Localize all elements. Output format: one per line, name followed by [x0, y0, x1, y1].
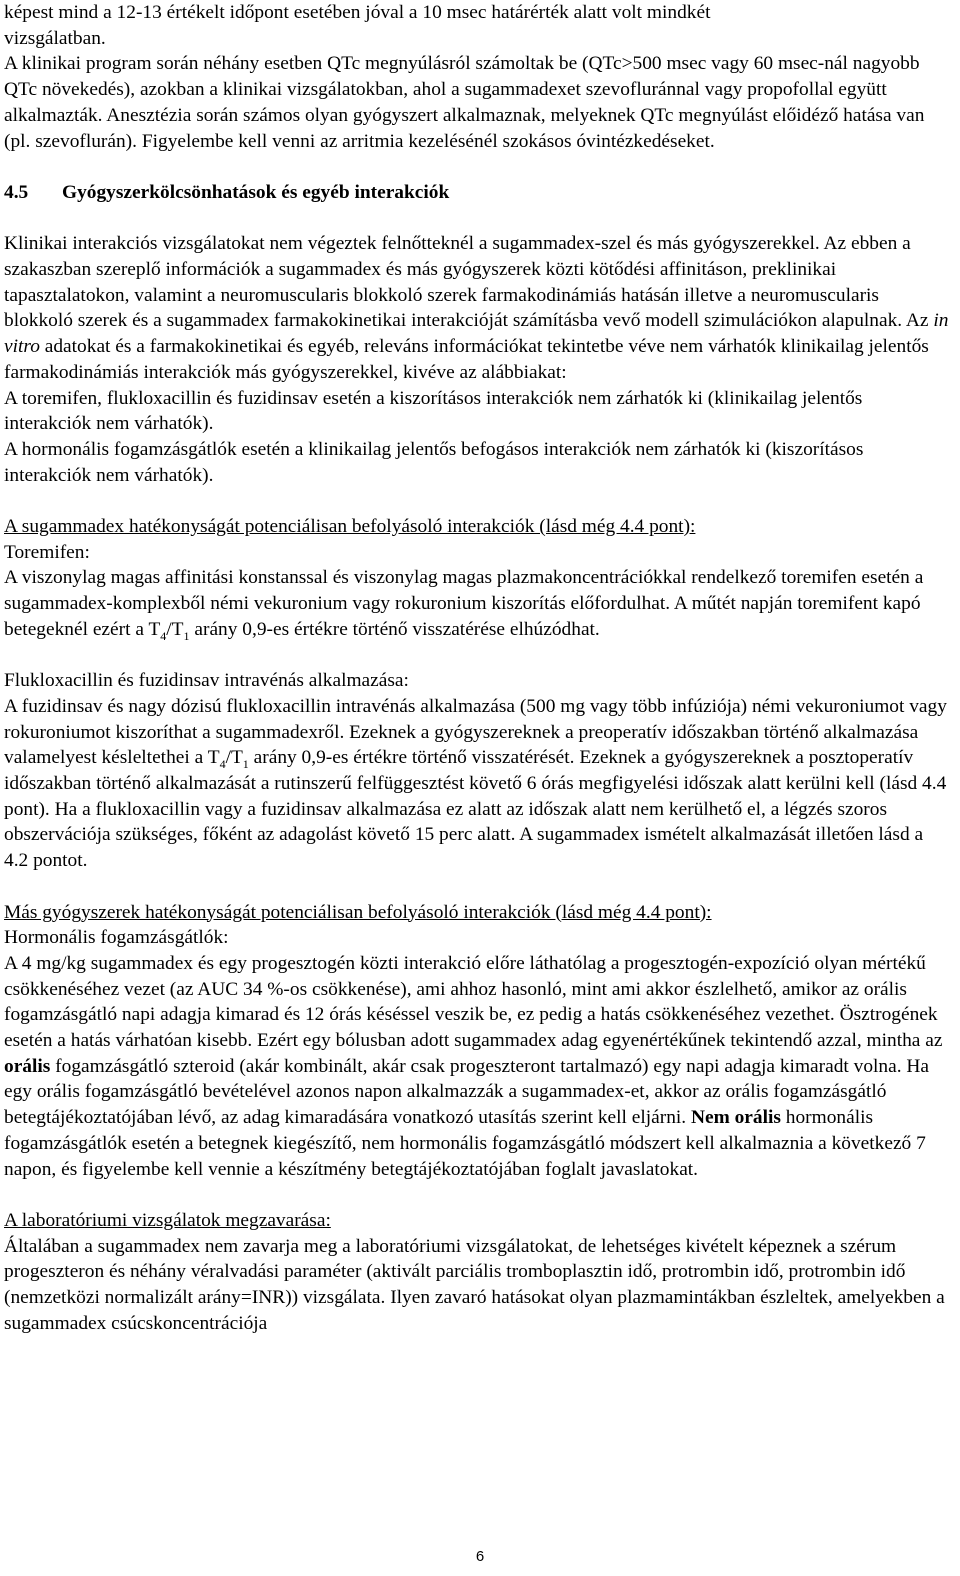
paragraph-lab-tests: Általában a sugammadex nem zavarja meg a laboratóriumi vizsgálatokat, de lehetséges kivételt képeznek a szérum progeszteron és néhány véralvadási paraméter (aktivált parciális tromboplasztin idő, protrombin idő, protrombin idő (nemzetközi normalizált arány=INR)) vizsgálata. Ilyen zavaró hatásokat olyan plazmamintákban észleltek, amelyekben a sugammadex csúcskoncentrációja	[4, 1235, 945, 1334]
italic-in-vitro: in vitro	[4, 310, 949, 358]
paragraph-toremifen: A viszonylag magas affinitási konstanssal és viszonylag magas plazmakoncentrációkkal rendelkező toremifen esetén a sugammadex-komplexből némi vekuronium vagy rokuronium kiszorítás előfordulhat. A műtét napján toremifent kapó betegeknél ezért a $T_4/T_1$ arány 0,9-es értékre történő visszatérése elhúzódhat.	[4, 567, 924, 643]
section-number: 4.5	[4, 181, 29, 203]
section-heading	[4, 180, 952, 206]
document-page	[4, 0, 952, 1336]
paragraph-continued: képest mind a 12-13 értékelt időpont esetében jóval a 10 msec határérték alatt volt mindkét vizsgálatban.	[4, 2, 711, 49]
paragraph-qtc: A klinikai program során néhány esetben QTc megnyúlásról számoltak be (QTc>500 msec vagy 60 msec-nál nagyobb QTc növekedés), azokban a klinikai vizsgálatokban, ahol a sugammadexet szevofluránnal vagy propofollal együtt alkalmazták. Anesztézia során számos olyan gyógyszert alkalmaznak, melyeknek QTc megnyúlást előidéző hatása van (pl. szevoflurán). Figyelembe kell venni az arritmia kezelésénél szokásos óvintézkedéseket.	[4, 53, 925, 152]
subheading-contraceptives: Hormonális fogamzásgátlók:	[4, 927, 229, 949]
paragraph-flucloxacillin: A fuzidinsav és nagy dózisú flukloxacillin intravénás alkalmazása (500 mg vagy több infúziója) némi vekuroniumot vagy rokuroniumot kiszoríthat a sugammadexről. Ezeknek a gyógyszereknek a preoperatív időszakban történő alkalmazása valamelyest késleltethei a $T_4/T_1$ arány 0,9-es értékre történő visszatérését. Ezeknek a gyógyszereknek a posztoperatív időszakban történő alkalmazását a rutinszerű felfüggesztést követő 6 órás megfigyelési időszak alatt kerülni kell (lásd 4.4 pont). Ha a flukloxacillin vagy a fuzidinsav alkalmazása ez alatt az időszak alatt nem kerülhető el, a légzés szoros obszervációja szükséges, főként az adagolást követő 15 perc alatt. A sugammadex ismételt alkalmazását illetően lásd a 4.2 pontot.	[4, 695, 947, 872]
paragraph-displacement: A toremifen, flukloxacillin és fuzidinsav esetén a kiszorításos interakciók nem zárhatók ki (klinikailag jelentős interakciók nem várhatók).	[4, 387, 863, 435]
page-number: 6	[475, 1548, 485, 1565]
paragraph-interactions: Klinikai interakciós vizsgálatokat nem végeztek felnőtteknél a sugammadex-szel és más gyógyszerekkel. Az ebben a szakaszban szereplő információk a sugammadex és más gyógyszerek közti kötődési affinitáson, preklinikai tapasztalatokon, valamint a neuromuscularis blokkoló szerek farmakodinámiás hatásán illetve a neuromuscularis blokkoló szerek és a sugammadex farmakokinetikai interakcióját számításba vevő modell szimulációkon alapulnak. Az in vitro adatokat és a farmakokinetikai és egyéb, releváns információkat tekintetbe véve nem várhatók klinikailag jelentős farmakodinámiás interakciók más gyógyszerekkel, kivéve az alábbiakat:	[4, 233, 949, 383]
paragraph-contraceptives: A 4 mg/kg sugammadex és egy progesztogén közti interakció előre láthatólag a progesztogén-expozíció olyan mértékű csökkenéséhez vezet (az AUC 34 %-os csökkenése), ami ahhoz hasonló, mint ami akkor észlelhető, amikor az orális fogamzásgátló napi adagja kimarad és 12 órás késéssel veszik be, ez pedig a hatás csökkenéséhez vezethet. Ösztrogének esetén a hatás várhatóan kisebb. Ezért egy bólusban adott sugammadex adag egyenértékűnek tekintendő azzal, mintha az orális fogamzásgátló szteroid (akár kombinált, akár csak progeszteront tartalmazó) egy napi adagja kimaradt volna. Ha egy orális fogamzásgátló bevételével azonos napon alkalmazzák a sugammadex-et, akkor az orális fogamzásgátló betegtájékoztatójában lévő, az adag kimaradására vonatkozó utasítás szerint kell eljárni. Nem orális hormonális fogamzásgátlók esetén a betegnek kiegészítő, nem hormonális fogamzásgátló módszert kell alkalmaznia a következő 7 napon, és figyelembe kell vennie a készítmény betegtájékoztatójában foglalt javaslatokat.	[4, 952, 943, 1180]
subheading-toremifen: Toremifen:	[4, 541, 90, 563]
subheading-flucloxacillin: Flukloxacillin és fuzidinsav intravénás alkalmazása:	[4, 670, 409, 692]
subheading-efficacy: A sugammadex hatékonyságát potenciálisan befolyásoló interakciók (lásd még 4.4 pont):	[4, 516, 696, 538]
section-title: Gyógyszerkölcsönhatások és egyéb interakciók	[62, 181, 450, 203]
paragraph-hormonal: A hormonális fogamzásgátlók esetén a klinikailag jelentős befogásos interakciók nem zárhatók ki (kiszorításos interakciók nem várhatók).	[4, 438, 864, 486]
subheading-other-drugs: Más gyógyszerek hatékonyságát potenciálisan befolyásoló interakciók (lásd még 4.4 pont):	[4, 901, 712, 923]
subheading-lab-tests: A laboratóriumi vizsgálatok megzavarása:	[4, 1209, 331, 1231]
